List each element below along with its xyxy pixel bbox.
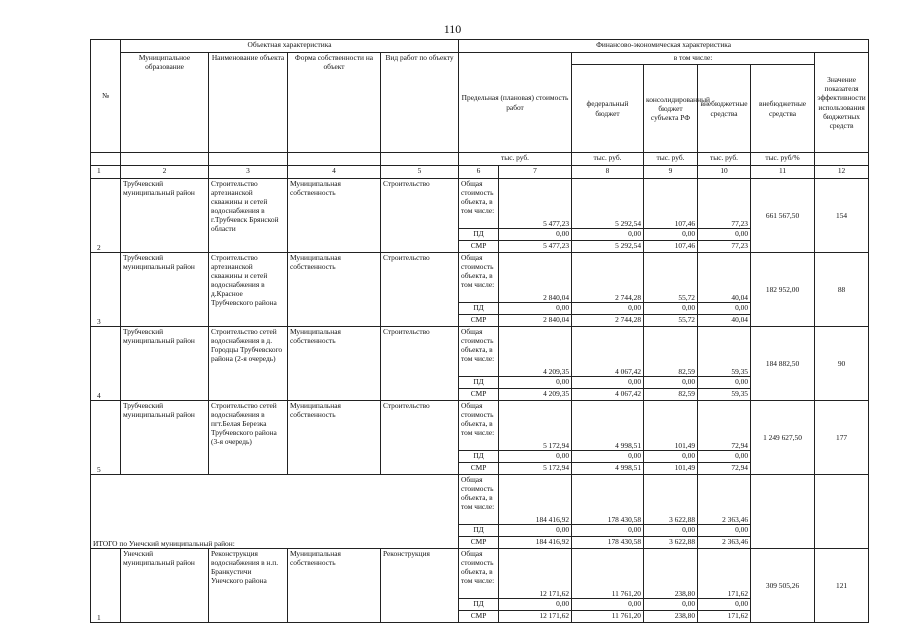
amount-cell: 5 477,23 [499,179,572,229]
amount-cell: 5 172,94 [499,463,572,475]
amount-cell: 4 998,51 [572,463,644,475]
empty-cell [815,475,869,549]
column-number: 7 [499,166,572,179]
amount-cell: 107,46 [644,179,698,229]
column-number-row [91,166,869,179]
column-number: 10 [698,166,751,179]
header-consolidated: консолидированный бюджет субъекта РФ [644,65,698,153]
row-label-total: Общая стоимость объекта, в том числе: [459,475,499,525]
rating-cell: 88 [815,253,869,327]
rating-cell: 121 [815,549,869,623]
amount-cell: 5 172,94 [499,401,572,451]
row-label-total: Общая стоимость объекта, в том числе: [459,549,499,599]
amount-cell: 0,00 [644,229,698,241]
row-label-smr: СМР [459,537,499,549]
header-object-characteristics: Объектная характеристика [121,40,459,53]
amount-cell: 0,00 [698,451,751,463]
amount-cell: 2 840,04 [499,315,572,327]
table-row [91,253,869,303]
indicator-cell: 1 249 627,50 [751,401,815,475]
row-number: 2 [91,179,121,253]
amount-cell: 101,49 [644,401,698,451]
amount-cell: 0,00 [499,451,572,463]
amount-cell: 4 067,42 [572,327,644,377]
total-row [91,475,869,525]
amount-cell: 0,00 [698,229,751,241]
municipality-cell: Унечский муниципальный район [121,549,209,623]
amount-cell: 0,00 [644,599,698,611]
object-name-cell: Реконструкция водоснабжения в н.п. Бранкустичи Унечского района [209,549,288,623]
row-label-pd: ПД [459,377,499,389]
indicator-cell: 182 952,00 [751,253,815,327]
unit-label: тыс. руб. [644,153,698,166]
table-row [91,549,869,599]
amount-cell: 77,23 [698,241,751,253]
amount-cell: 11 761,20 [572,549,644,599]
row-number: 4 [91,327,121,401]
amount-cell: 2 363,46 [698,537,751,549]
header-ownership: Форма собственности на объект [288,53,381,153]
row-number: 1 [91,549,121,623]
header-municipality: Муниципальное образование [121,53,209,153]
work-type-cell: Строительство [381,401,459,475]
amount-cell: 59,35 [698,327,751,377]
amount-cell: 3 622,88 [644,475,698,525]
amount-cell: 72,94 [698,401,751,451]
amount-cell: 2 363,46 [698,475,751,525]
amount-cell: 178 430,58 [572,537,644,549]
amount-cell: 0,00 [572,599,644,611]
row-label-smr: СМР [459,611,499,623]
row-label-smr: СМР [459,389,499,401]
amount-cell: 238,80 [644,611,698,623]
empty-cell [751,475,815,549]
page-number: 110 [443,22,462,36]
investment-table [90,39,869,623]
amount-cell: 5 477,23 [499,241,572,253]
amount-cell: 238,80 [644,549,698,599]
amount-cell: 2 744,28 [572,315,644,327]
column-number: 8 [572,166,644,179]
ownership-cell: Муниципальная собственность [288,549,381,623]
amount-cell: 77,23 [698,179,751,229]
header-offbudget: внебюджетные средства [751,65,815,153]
amount-cell: 0,00 [698,377,751,389]
amount-cell: 0,00 [499,303,572,315]
object-name-cell: Строительство сетей водоснабжения в пгт.Белая Березка Трубчевского района (3-я очередь) [209,401,288,475]
work-type-cell: Реконструкция [381,549,459,623]
row-label-total: Общая стоимость объекта, в том числе: [459,327,499,377]
amount-cell: 0,00 [644,377,698,389]
amount-cell: 2 840,04 [499,253,572,303]
column-number: 5 [381,166,459,179]
amount-cell: 55,72 [644,315,698,327]
unit-label: тыс. руб/% [751,153,815,166]
row-label-pd: ПД [459,303,499,315]
row-label-pd: ПД [459,229,499,241]
header-including: в том числе: [572,53,815,65]
row-label-total: Общая стоимость объекта, в том числе: [459,401,499,451]
table-row [91,179,869,229]
rating-cell: 177 [815,401,869,475]
column-number: 4 [288,166,381,179]
column-number: 3 [209,166,288,179]
header-work-type: Вид работ по объекту [381,53,459,153]
amount-cell: 0,00 [572,525,644,537]
amount-cell: 11 761,20 [572,611,644,623]
row-label-smr: СМР [459,463,499,475]
header-federal: федеральный бюджет [572,65,644,153]
amount-cell: 0,00 [499,229,572,241]
rating-cell: 90 [815,327,869,401]
object-name-cell: Строительство артезианской скважины и сетей водоснабжения в д.Красное Трубчевского района [209,253,288,327]
header-indicator: Значение показателя эффективности использования бюджетных средств [815,53,869,153]
row-label-smr: СМР [459,241,499,253]
ownership-cell: Муниципальная собственность [288,401,381,475]
table-row [91,401,869,451]
amount-cell: 5 292,54 [572,179,644,229]
amount-cell: 0,00 [572,229,644,241]
municipality-cell: Трубчевский муниципальный район [121,401,209,475]
unit-label: тыс. руб. [572,153,644,166]
column-number: 6 [459,166,499,179]
amount-cell: 40,04 [698,253,751,303]
amount-cell: 4 067,42 [572,389,644,401]
indicator-cell: 309 505,26 [751,549,815,623]
amount-cell: 178 430,58 [572,475,644,525]
row-label-total: Общая стоимость объекта, в том числе: [459,179,499,229]
header-finance-characteristics: Финансово-экономическая характеристика [459,40,869,53]
municipality-cell: Трубчевский муниципальный район [121,179,209,253]
amount-cell: 4 209,35 [499,327,572,377]
indicator-cell: 184 882,50 [751,327,815,401]
total-label: ИТОГО по Унечский муниципальный район: [91,475,459,549]
amount-cell: 72,94 [698,463,751,475]
amount-cell: 101,49 [644,463,698,475]
row-number: 5 [91,401,121,475]
column-number: 2 [121,166,209,179]
object-name-cell: Строительство артезианской скважины и сетей водоснабжения в г.Трубчевск Брянской области [209,179,288,253]
amount-cell: 82,59 [644,389,698,401]
row-label-smr: СМР [459,315,499,327]
table-body [91,40,869,623]
amount-cell: 5 292,54 [572,241,644,253]
unit-label: тыс. руб. [459,153,572,166]
object-name-cell: Строительство сетей водоснабжения в д. Городцы Трубчевского района (2-я очередь) [209,327,288,401]
header-max-cost: Предельная (плановая) стоимость работ [459,53,572,153]
amount-cell: 0,00 [572,303,644,315]
table-row [91,327,869,377]
row-label-pd: ПД [459,525,499,537]
amount-cell: 0,00 [499,525,572,537]
column-number: 11 [751,166,815,179]
amount-cell: 171,62 [698,611,751,623]
amount-cell: 0,00 [644,525,698,537]
municipality-cell: Трубчевский муниципальный район [121,253,209,327]
amount-cell: 0,00 [644,451,698,463]
amount-cell: 82,59 [644,327,698,377]
amount-cell: 2 744,28 [572,253,644,303]
amount-cell: 184 416,92 [499,475,572,525]
header-object-name: Наименование объекта [209,53,288,153]
amount-cell: 0,00 [698,599,751,611]
amount-cell: 0,00 [499,599,572,611]
unit-label: тыс. руб. [698,153,751,166]
ownership-cell: Муниципальная собственность [288,327,381,401]
column-number: 9 [644,166,698,179]
amount-cell: 0,00 [572,451,644,463]
row-number: 3 [91,253,121,327]
row-label-pd: ПД [459,451,499,463]
municipality-cell: Трубчевский муниципальный район [121,327,209,401]
row-label-pd: ПД [459,599,499,611]
column-number: 12 [815,166,869,179]
amount-cell: 107,46 [644,241,698,253]
work-type-cell: Строительство [381,327,459,401]
amount-cell: 4 998,51 [572,401,644,451]
amount-cell: 0,00 [698,525,751,537]
amount-cell: 4 209,35 [499,389,572,401]
amount-cell: 171,62 [698,549,751,599]
amount-cell: 3 622,88 [644,537,698,549]
amount-cell: 0,00 [572,377,644,389]
ownership-cell: Муниципальная собственность [288,179,381,253]
column-number: 1 [91,166,121,179]
amount-cell: 55,72 [644,253,698,303]
amount-cell: 12 171,62 [499,549,572,599]
amount-cell: 0,00 [698,303,751,315]
amount-cell: 184 416,92 [499,537,572,549]
amount-cell: 0,00 [644,303,698,315]
rating-cell: 154 [815,179,869,253]
amount-cell: 40,04 [698,315,751,327]
row-label-total: Общая стоимость объекта, в том числе: [459,253,499,303]
work-type-cell: Строительство [381,253,459,327]
amount-cell: 0,00 [499,377,572,389]
indicator-cell: 661 567,50 [751,179,815,253]
amount-cell: 59,35 [698,389,751,401]
amount-cell: 12 171,62 [499,611,572,623]
ownership-cell: Муниципальная собственность [288,253,381,327]
work-type-cell: Строительство [381,179,459,253]
header-num: № [91,40,121,153]
header-offbudget: внебюджетные средства [698,65,751,153]
